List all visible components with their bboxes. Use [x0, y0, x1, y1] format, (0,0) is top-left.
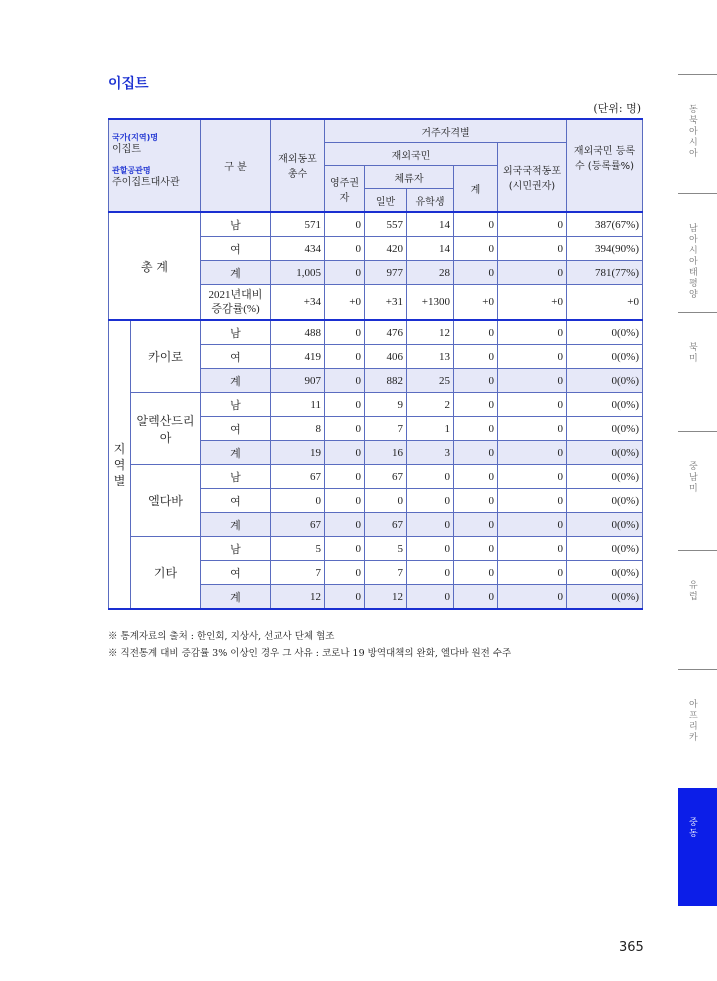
- table-row: [109, 537, 643, 561]
- table-cell: 0: [454, 369, 498, 393]
- side-tab-middle-east[interactable]: 중동: [678, 788, 717, 906]
- table-cell: 0: [271, 489, 325, 513]
- table-cell: 7: [271, 561, 325, 585]
- nationals-header: 재외국민: [325, 143, 498, 166]
- table-cell: 12: [271, 585, 325, 610]
- side-tab-europe[interactable]: 유럽: [678, 550, 717, 669]
- table-cell: +0: [498, 285, 567, 321]
- table-cell: 2: [407, 393, 454, 417]
- table-cell: 0: [325, 261, 365, 285]
- residence-header: 거주자격별: [325, 119, 567, 143]
- table-cell: 9: [365, 393, 407, 417]
- notes: [108, 628, 511, 662]
- table-cell: 5: [365, 537, 407, 561]
- table-cell: 0: [325, 489, 365, 513]
- table-cell: 0: [498, 320, 567, 345]
- table-cell: 5: [271, 537, 325, 561]
- table-row: [109, 465, 643, 489]
- table-cell: 0: [407, 561, 454, 585]
- table-cell: 0: [498, 237, 567, 261]
- table-cell: 28: [407, 261, 454, 285]
- header-info: [109, 119, 201, 212]
- table-cell: +31: [365, 285, 407, 321]
- table-cell: 394(90%): [567, 237, 643, 261]
- table-cell: 0: [325, 369, 365, 393]
- row-label: 여: [201, 561, 271, 585]
- table-cell: 419: [271, 345, 325, 369]
- table-cell: 0: [325, 441, 365, 465]
- table-cell: 0(0%): [567, 369, 643, 393]
- table-cell: 0: [454, 212, 498, 237]
- foreign-citizen-header: 외국국적동포 (시민권자): [498, 143, 567, 213]
- table-cell: 0: [407, 489, 454, 513]
- table-cell: 488: [271, 320, 325, 345]
- page-title: 이집트: [108, 76, 149, 92]
- table-cell: 0: [454, 261, 498, 285]
- table-cell: 0(0%): [567, 417, 643, 441]
- table-cell: 0: [325, 513, 365, 537]
- table-cell: +1300: [407, 285, 454, 321]
- row-label: 계: [201, 441, 271, 465]
- table-cell: 476: [365, 320, 407, 345]
- table-cell: 0: [498, 261, 567, 285]
- side-tab-south-asia-pacific[interactable]: 남아시아태평양: [678, 193, 717, 312]
- table-cell: 434: [271, 237, 325, 261]
- table-cell: 977: [365, 261, 407, 285]
- table-cell: 0: [498, 489, 567, 513]
- table-cell: 0(0%): [567, 513, 643, 537]
- side-tab-north-america[interactable]: 북미: [678, 312, 717, 431]
- table-cell: 11: [271, 393, 325, 417]
- unit-label: (단위: 명): [593, 102, 641, 115]
- table-cell: 557: [365, 212, 407, 237]
- table-cell: 0: [454, 489, 498, 513]
- table-cell: 0: [454, 393, 498, 417]
- table-cell: 0: [325, 537, 365, 561]
- table-cell: 0: [498, 441, 567, 465]
- table-cell: 0: [454, 320, 498, 345]
- table-cell: 0: [498, 537, 567, 561]
- table-cell: 19: [271, 441, 325, 465]
- sojourner-header: 체류자: [365, 166, 454, 189]
- table-cell: 16: [365, 441, 407, 465]
- table-cell: 0(0%): [567, 489, 643, 513]
- table-cell: 0: [407, 513, 454, 537]
- table-cell: 406: [365, 345, 407, 369]
- row-label: 여: [201, 417, 271, 441]
- row-label: 남: [201, 393, 271, 417]
- table-cell: 0: [498, 465, 567, 489]
- table-cell: 0: [454, 345, 498, 369]
- table-cell: 0: [325, 345, 365, 369]
- row-label: 계: [201, 369, 271, 393]
- statistics-table: [108, 118, 643, 610]
- country-label: 국가(지역)명: [112, 133, 158, 142]
- table-cell: 0: [325, 393, 365, 417]
- table-cell: 0(0%): [567, 393, 643, 417]
- table-cell: 882: [365, 369, 407, 393]
- row-label: 남: [201, 465, 271, 489]
- table-cell: 25: [407, 369, 454, 393]
- row-label: 2021년대비 증감률(%): [201, 285, 271, 321]
- student-header: 유학생: [407, 189, 454, 213]
- category-header: 구 분: [201, 119, 271, 212]
- table-cell: 1: [407, 417, 454, 441]
- table-cell: 0: [325, 237, 365, 261]
- table-cell: 571: [271, 212, 325, 237]
- table-cell: +0: [454, 285, 498, 321]
- table-cell: +0: [325, 285, 365, 321]
- table-cell: 0: [454, 237, 498, 261]
- region-vertical-label: 지 역 별: [109, 320, 131, 609]
- row-label: 남: [201, 212, 271, 237]
- table-cell: 781(77%): [567, 261, 643, 285]
- row-label: 계: [201, 585, 271, 610]
- country-name: 이집트: [112, 144, 141, 155]
- table-cell: 0: [407, 465, 454, 489]
- table-cell: 14: [407, 237, 454, 261]
- table-cell: 0: [498, 212, 567, 237]
- table-cell: 13: [407, 345, 454, 369]
- table-cell: 0: [454, 585, 498, 610]
- table-cell: 387(67%): [567, 212, 643, 237]
- table-cell: 0: [454, 417, 498, 441]
- general-header: 일반: [365, 189, 407, 213]
- table-cell: 0: [325, 465, 365, 489]
- table-cell: +34: [271, 285, 325, 321]
- table-cell: 0: [498, 561, 567, 585]
- table-cell: 0(0%): [567, 537, 643, 561]
- office-name: 주이집트대사관: [112, 177, 180, 188]
- table-cell: 0: [325, 320, 365, 345]
- row-label: 여: [201, 489, 271, 513]
- page-number: 365: [619, 940, 644, 955]
- row-label: 남: [201, 320, 271, 345]
- table-cell: 0: [498, 369, 567, 393]
- table-cell: 0: [365, 489, 407, 513]
- table-row: [109, 320, 643, 345]
- table-cell: 0: [454, 537, 498, 561]
- side-tabs: [678, 74, 717, 906]
- row-label: 여: [201, 237, 271, 261]
- region-name: 카이로: [131, 320, 201, 393]
- side-tab-latin-america[interactable]: 중남미: [678, 431, 717, 550]
- table-cell: 0: [498, 345, 567, 369]
- table-cell: 67: [365, 465, 407, 489]
- table-cell: 0: [407, 537, 454, 561]
- table-cell: 0: [498, 417, 567, 441]
- table-cell: 0(0%): [567, 561, 643, 585]
- row-label: 남: [201, 537, 271, 561]
- region-name: 알렉산드리아: [131, 393, 201, 465]
- table-cell: +0: [567, 285, 643, 321]
- table-cell: 0(0%): [567, 320, 643, 345]
- table-cell: 0: [498, 513, 567, 537]
- table-cell: 907: [271, 369, 325, 393]
- table-cell: 0: [325, 585, 365, 610]
- permanent-header: 영주권자: [325, 166, 365, 213]
- table-cell: 14: [407, 212, 454, 237]
- side-tab-northeast-asia[interactable]: 동북아시아: [678, 74, 717, 193]
- table-cell: 0(0%): [567, 345, 643, 369]
- table-cell: 0: [325, 417, 365, 441]
- total-label: 총 계: [109, 212, 201, 320]
- side-tab-africa[interactable]: 아프리카: [678, 669, 717, 788]
- table-cell: 0: [325, 561, 365, 585]
- table-cell: 0(0%): [567, 441, 643, 465]
- table-cell: 67: [365, 513, 407, 537]
- table-cell: 3: [407, 441, 454, 465]
- table-cell: 420: [365, 237, 407, 261]
- table-row: [109, 393, 643, 417]
- table-cell: 67: [271, 513, 325, 537]
- region-name: 엘다바: [131, 465, 201, 537]
- table-cell: 0: [454, 561, 498, 585]
- table-cell: 7: [365, 417, 407, 441]
- table-cell: 12: [407, 320, 454, 345]
- table-cell: 0: [454, 513, 498, 537]
- row-label: 계: [201, 261, 271, 285]
- table-row: [109, 212, 643, 237]
- table-cell: 0: [498, 585, 567, 610]
- row-label: 여: [201, 345, 271, 369]
- table-cell: 0(0%): [567, 585, 643, 610]
- registered-header: 재외국민 등록수 (등록률%): [567, 119, 643, 212]
- note-source: ※ 통계자료의 출처 : 한인회, 지상사, 선교사 단체 협조: [108, 631, 335, 642]
- table-cell: 1,005: [271, 261, 325, 285]
- office-label: 관할공관명: [112, 166, 151, 175]
- table-cell: 7: [365, 561, 407, 585]
- subtotal-header: 계: [454, 166, 498, 213]
- table-cell: 0: [498, 393, 567, 417]
- table-cell: 8: [271, 417, 325, 441]
- table-cell: 0: [454, 465, 498, 489]
- total-header: 재외동포 총수: [271, 119, 325, 212]
- table-cell: 67: [271, 465, 325, 489]
- table-cell: 0(0%): [567, 465, 643, 489]
- region-name: 기타: [131, 537, 201, 610]
- note-reason: ※ 직전통계 대비 증감률 3% 이상인 경우 그 사유 : 코로나 19 방역대책의 완화, 엘다바 원전 수주: [108, 648, 512, 659]
- table-cell: 12: [365, 585, 407, 610]
- row-label: 계: [201, 513, 271, 537]
- table-cell: 0: [325, 212, 365, 237]
- table-cell: 0: [454, 441, 498, 465]
- table-cell: 0: [407, 585, 454, 610]
